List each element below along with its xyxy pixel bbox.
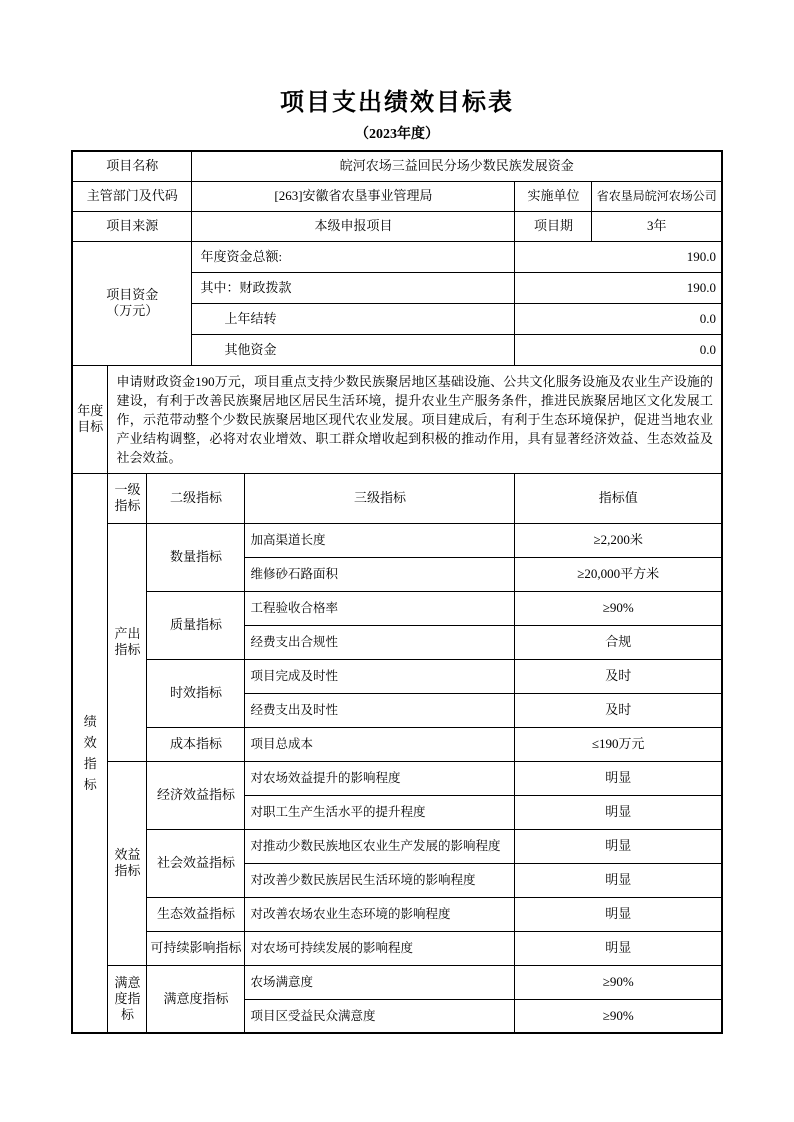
- fund-row-value: 0.0: [515, 334, 722, 365]
- indicator-value: 明显: [515, 795, 722, 829]
- fund-row-name: 年度资金总额:: [192, 241, 515, 272]
- indicator-value: 及时: [515, 659, 722, 693]
- annual-goal-text: 申请财政资金190万元，项目重点支持少数民族聚居地区基础设施、公共文化服务设施及农业生产设施的建设，有利于改善民族聚居地区居民生活环境，提升农业生产服务条件，推进民族聚居地区文化发展工作，示范带动整个少数民族聚居地区现代农业发展。项目建成后，有利于生态环境保护，促进当地农业产业结构调整，必将对农业增效、职工群众增收起到积极的推动作用，具有显著经济效益、生态效益及社会效益。: [108, 365, 722, 473]
- table-row: [72, 365, 722, 473]
- indicator-value: 合规: [515, 625, 722, 659]
- project-source-label: 项目来源: [72, 211, 192, 241]
- indicator-row: [72, 523, 722, 557]
- annual-goal-label: 年度目标: [72, 365, 108, 473]
- project-period-value: 3年: [592, 211, 722, 241]
- indicator-value: 明显: [515, 761, 722, 795]
- indicator-name: 项目区受益民众满意度: [245, 999, 515, 1033]
- header-level1: 一级指标: [108, 473, 147, 523]
- fund-row-name: 其中：财政拨款: [192, 272, 515, 303]
- indicator-value: 明显: [515, 863, 722, 897]
- quality-sub-label: 质量指标: [147, 591, 245, 659]
- indicator-value: 明显: [515, 931, 722, 965]
- economic-sub-label: 经济效益指标: [147, 761, 245, 829]
- project-name-value: 皖河农场三益回民分场少数民族发展资金: [192, 151, 722, 181]
- indicator-value: ≥20,000平方米: [515, 557, 722, 591]
- table-row: [72, 181, 722, 211]
- indicator-row: [72, 965, 722, 999]
- table-row: [72, 211, 722, 241]
- timeliness-sub-label: 时效指标: [147, 659, 245, 727]
- indicator-name: 维修砂石路面积: [245, 557, 515, 591]
- implementing-unit-value: 省农垦局皖河农场公司: [592, 181, 722, 211]
- fund-row-value: 190.0: [515, 272, 722, 303]
- indicator-value: ≥90%: [515, 999, 722, 1033]
- performance-section-label-text: 绩效指标: [83, 713, 97, 792]
- indicator-name: 加高渠道长度: [245, 523, 515, 557]
- performance-target-table: [71, 150, 723, 1034]
- indicator-name: 对职工生产生活水平的提升程度: [245, 795, 515, 829]
- department-label: 主管部门及代码: [72, 181, 192, 211]
- fund-row-value: 0.0: [515, 303, 722, 334]
- indicator-name: 对农场效益提升的影响程度: [245, 761, 515, 795]
- document-title: 项目支出绩效目标表: [280, 89, 514, 116]
- indicator-value: ≤190万元: [515, 727, 722, 761]
- indicator-name: 项目总成本: [245, 727, 515, 761]
- indicator-value: ≥90%: [515, 965, 722, 999]
- social-sub-label: 社会效益指标: [147, 829, 245, 897]
- indicator-name: 经费支出及时性: [245, 693, 515, 727]
- indicator-name: 对推动少数民族地区农业生产发展的影响程度: [245, 829, 515, 863]
- project-source-value: 本级申报项目: [192, 211, 515, 241]
- indicator-row: [72, 897, 722, 931]
- benefit-group-label: 效益指标: [108, 761, 147, 965]
- indicator-row: [72, 931, 722, 965]
- indicator-row: [72, 591, 722, 625]
- performance-section-label: [72, 473, 108, 1033]
- document-subtitle: （2023年度）: [355, 127, 439, 142]
- header-level3: 三级指标: [245, 473, 515, 523]
- fund-row-value: 190.0: [515, 241, 722, 272]
- fund-row-name: 其他资金: [192, 334, 515, 365]
- project-name-label: 项目名称: [72, 151, 192, 181]
- project-period-label: 项目期: [515, 211, 592, 241]
- ecological-sub-label: 生态效益指标: [147, 897, 245, 931]
- indicator-name: 经费支出合规性: [245, 625, 515, 659]
- sustainable-sub-label: 可持续影响指标: [147, 931, 245, 965]
- table-row: [72, 151, 722, 181]
- header-level2: 二级指标: [147, 473, 245, 523]
- satisfaction-group-label: 满意度指标: [108, 965, 147, 1033]
- indicator-name: 项目完成及时性: [245, 659, 515, 693]
- indicator-value: ≥90%: [515, 591, 722, 625]
- indicator-row: [72, 659, 722, 693]
- fund-row-name: 上年结转: [192, 303, 515, 334]
- satisfaction-sub-label: 满意度指标: [147, 965, 245, 1033]
- indicator-name: 对农场可持续发展的影响程度: [245, 931, 515, 965]
- table-row: [72, 473, 722, 523]
- indicator-value: 及时: [515, 693, 722, 727]
- implementing-unit-label: 实施单位: [515, 181, 592, 211]
- indicator-name: 工程验收合格率: [245, 591, 515, 625]
- project-funds-label: 项目资金 （万元）: [72, 241, 192, 365]
- indicator-value: 明显: [515, 897, 722, 931]
- indicator-name: 对改善少数民族居民生活环境的影响程度: [245, 863, 515, 897]
- indicator-value: 明显: [515, 829, 722, 863]
- indicator-value: ≥2,200米: [515, 523, 722, 557]
- cost-sub-label: 成本指标: [147, 727, 245, 761]
- indicator-name: 农场满意度: [245, 965, 515, 999]
- table-row: [72, 241, 722, 272]
- department-value: [263]安徽省农垦事业管理局: [192, 181, 515, 211]
- indicator-row: [72, 761, 722, 795]
- indicator-name: 对改善农场农业生态环境的影响程度: [245, 897, 515, 931]
- header-value: 指标值: [515, 473, 722, 523]
- indicator-row: [72, 829, 722, 863]
- quantity-sub-label: 数量指标: [147, 523, 245, 591]
- output-group-label: 产出指标: [108, 523, 147, 761]
- indicator-row: [72, 727, 722, 761]
